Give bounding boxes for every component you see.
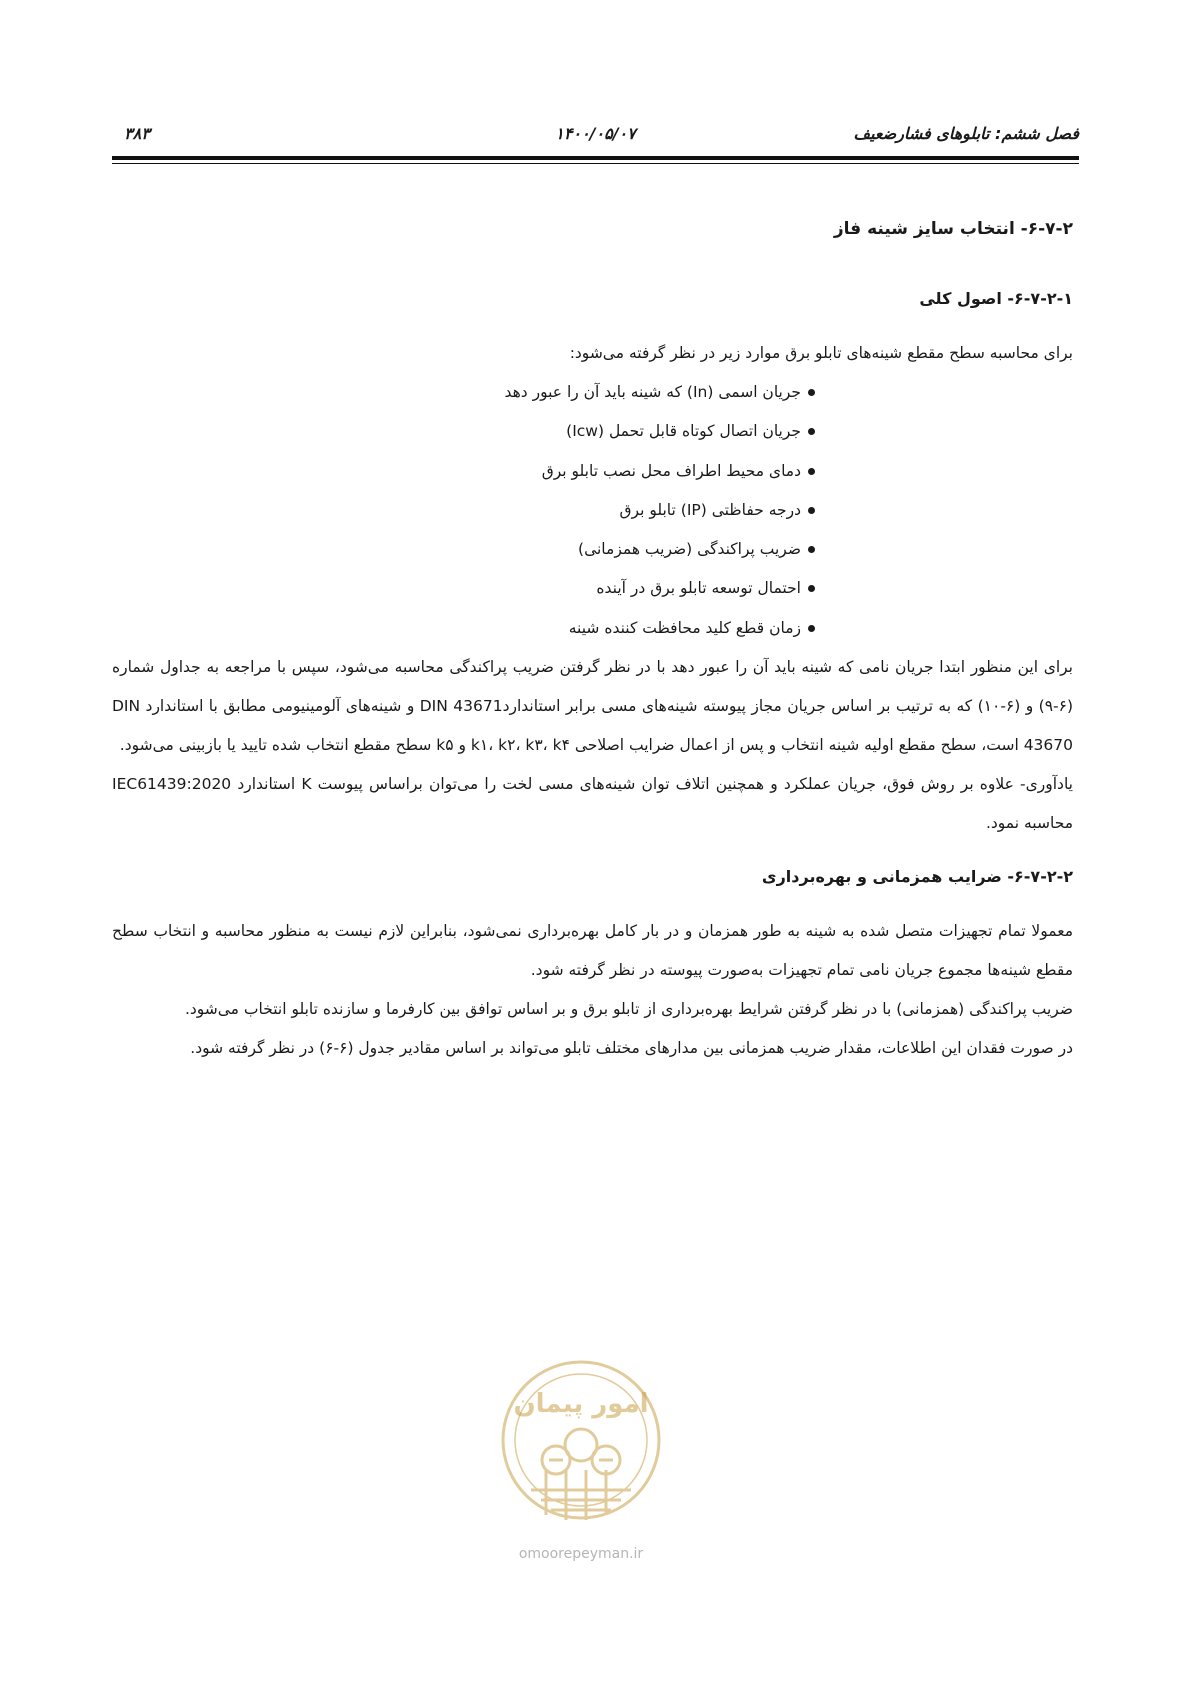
- note-paragraph: یادآوری- علاوه بر روش فوق، جریان عملکرد و همچنین اتلاف توان شینه‌های مسی لخت را می‌توان براساس پیوست K استاندارد IEC61439:2020 محاسبه نمود.: [112, 775, 1073, 833]
- subsection1-title: ۶-۷-۲-۱- اصول کلی: [919, 289, 1073, 308]
- header-rule-thin: [112, 163, 1079, 164]
- paragraph-2: ضریب پراکندگی (همزمانی) با در نظر گرفتن شرایط بهره‌برداری از تابلو برق و بر اساس توافق بین کارفرما و سازنده تابلو انتخاب می‌شود.: [184, 1000, 1073, 1019]
- method-paragraph: برای این منظور ابتدا جریان نامی که شینه باید آن را عبور دهد با در نظر گرفتن ضریب پراکندگی محاسبه می‌شود، سپس با مراجعه به جداول شماره (۶-۹) و (۶-۱۰) که به ترتیب بر اساس جریان مجاز پیوسته شینه‌های مسی برابر استانداردDIN 43671 و شینه‌های آلومینیومی مطابق با استاندارد DIN 43670 است، سطح مقطع اولیه شینه انتخاب و پس از اعمال ضرایب اصلاحی k۱، k۲، k۳، k۴ و k۵ سطح مقطع انتخاب شده تایید یا بازبینی می‌شود.: [112, 658, 1074, 755]
- list-item: ضریب پراکندگی (ضریب همزمانی): [112, 530, 815, 569]
- list-item: جریان اتصال کوتاه قابل تحمل (Icw): [112, 412, 815, 451]
- chapter-title: فصل ششم: تابلوهای فشارضعیف: [853, 124, 1079, 143]
- header-rule-thick: [112, 156, 1079, 160]
- list-item: زمان قطع کلید محافظت کننده شینه: [112, 609, 815, 648]
- bullet-icon: [808, 625, 815, 632]
- bullet-icon: [808, 507, 815, 514]
- subsection2-title: ۶-۷-۲-۲- ضرایب همزمانی و بهره‌برداری: [761, 867, 1073, 887]
- list-item: جریان اسمی (In) که شینه باید آن را عبور دهد: [112, 373, 815, 412]
- header-date: ۱۴۰۰/۰۵/۰۷: [555, 124, 636, 143]
- page-header: [112, 124, 1079, 150]
- list-item: احتمال توسعه تابلو برق در آینده: [112, 569, 815, 608]
- list-item: دمای محیط اطراف محل نصب تابلو برق: [112, 452, 815, 491]
- intro-paragraph: برای محاسبه سطح مقطع شینه‌های تابلو برق موارد زیر در نظر گرفته می‌شود:: [569, 344, 1073, 362]
- paragraph-3: در صورت فقدان این اطلاعات، مقدار ضریب همزمانی بین مدارهای مختلف تابلو می‌تواند بر اساس مقادیر جدول (۶-۶) در نظر گرفته شود.: [190, 1039, 1073, 1058]
- bullet-icon: [808, 389, 815, 396]
- bullet-icon: [808, 585, 815, 592]
- page-number: ۳۸۳: [124, 124, 150, 143]
- section-title: ۶-۷-۲- انتخاب سایز شینه فاز: [833, 219, 1073, 239]
- watermark-logo: [491, 1350, 671, 1570]
- watermark-logo-text: امور پیمان: [513, 1389, 649, 1419]
- bullet-icon: [808, 468, 815, 475]
- paragraph-1: معمولا تمام تجهیزات متصل شده به شینه به طور همزمان و در بار کامل بهره‌برداری نمی‌شود، بنابراین لازم نیست به منظور محاسبه و انتخاب سطح مقطع شینه‌ها مجموع جریان نامی تمام تجهیزات به‌صورت پیوسته در نظر گرفته شود.: [112, 922, 1073, 980]
- watermark-url: omoorepeyman.ir: [518, 1546, 644, 1562]
- criteria-list: [112, 373, 1073, 648]
- bullet-icon: [808, 546, 815, 553]
- main-content: [112, 214, 1073, 1068]
- bullet-icon: [808, 428, 815, 435]
- list-item: درجه حفاظتی (IP) تابلو برق: [112, 491, 815, 530]
